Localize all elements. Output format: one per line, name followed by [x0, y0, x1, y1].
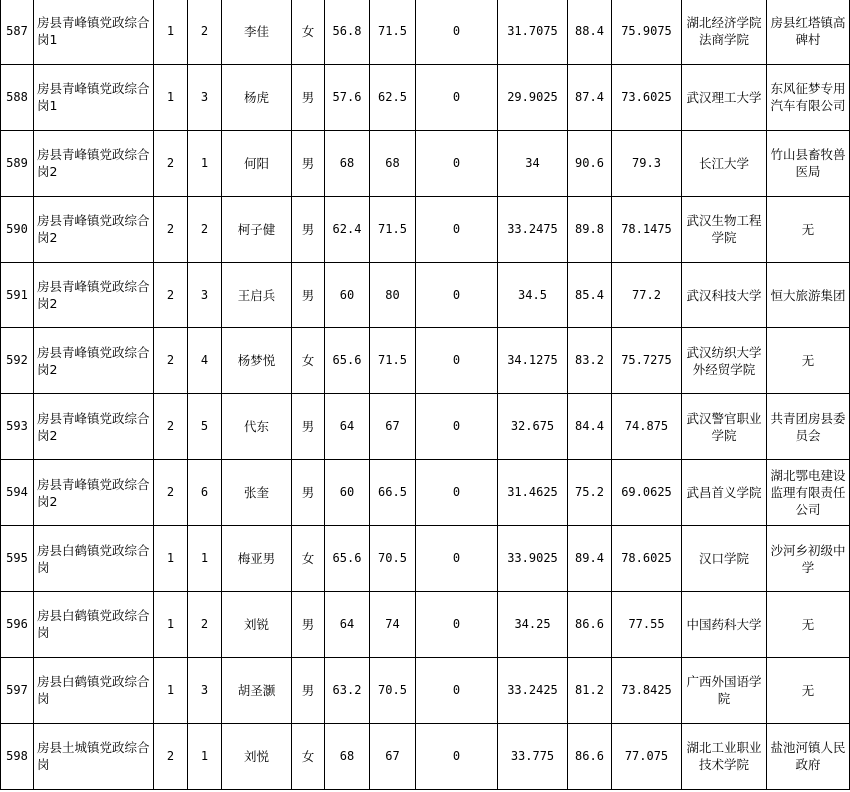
cell-total: 73.6025	[612, 64, 682, 130]
cell-score1: 64	[325, 592, 370, 658]
table-row	[1, 0, 850, 64]
cell-written: 34.5	[498, 262, 568, 328]
cell-score1: 68	[325, 723, 370, 789]
cell-no: 595	[1, 526, 34, 592]
cell-total: 75.9075	[612, 0, 682, 64]
cell-written: 34.25	[498, 592, 568, 658]
cell-post: 房县青峰镇党政综合岗2	[34, 130, 154, 196]
cell-score1: 62.4	[325, 196, 370, 262]
cell-total: 74.875	[612, 394, 682, 460]
cell-score1: 57.6	[325, 64, 370, 130]
cell-written: 33.2425	[498, 657, 568, 723]
cell-bonus: 0	[416, 526, 498, 592]
table-row	[1, 526, 850, 592]
table-row	[1, 592, 850, 658]
cell-score1: 64	[325, 394, 370, 460]
cell-score2: 67	[370, 394, 416, 460]
cell-need: 1	[154, 592, 188, 658]
cell-school: 武汉警官职业学院	[682, 394, 767, 460]
cell-interview: 86.6	[568, 592, 612, 658]
cell-school: 武汉纺织大学外经贸学院	[682, 328, 767, 394]
cell-score2: 74	[370, 592, 416, 658]
cell-score2: 70.5	[370, 526, 416, 592]
table-row	[1, 460, 850, 526]
cell-rank: 5	[188, 394, 222, 460]
cell-no: 598	[1, 723, 34, 789]
cell-interview: 89.4	[568, 526, 612, 592]
cell-work: 竹山县畜牧兽医局	[767, 130, 850, 196]
cell-total: 73.8425	[612, 657, 682, 723]
table-row	[1, 394, 850, 460]
cell-rank: 2	[188, 0, 222, 64]
cell-school: 中国药科大学	[682, 592, 767, 658]
cell-total: 75.7275	[612, 328, 682, 394]
cell-score2: 71.5	[370, 0, 416, 64]
cell-name: 代东	[222, 394, 292, 460]
cell-sex: 男	[292, 64, 325, 130]
cell-no: 597	[1, 657, 34, 723]
cell-rank: 6	[188, 460, 222, 526]
cell-bonus: 0	[416, 130, 498, 196]
cell-need: 2	[154, 130, 188, 196]
cell-no: 593	[1, 394, 34, 460]
cell-no: 588	[1, 64, 34, 130]
cell-interview: 86.6	[568, 723, 612, 789]
cell-written: 34	[498, 130, 568, 196]
cell-sex: 女	[292, 328, 325, 394]
cell-no: 587	[1, 0, 34, 64]
cell-rank: 1	[188, 130, 222, 196]
cell-no: 590	[1, 196, 34, 262]
cell-score1: 60	[325, 460, 370, 526]
cell-written: 34.1275	[498, 328, 568, 394]
cell-sex: 男	[292, 394, 325, 460]
cell-rank: 1	[188, 723, 222, 789]
cell-post: 房县青峰镇党政综合岗2	[34, 460, 154, 526]
cell-school: 湖北工业职业技术学院	[682, 723, 767, 789]
cell-bonus: 0	[416, 0, 498, 64]
cell-interview: 83.2	[568, 328, 612, 394]
cell-name: 柯子健	[222, 196, 292, 262]
cell-no: 591	[1, 262, 34, 328]
cell-bonus: 0	[416, 262, 498, 328]
cell-work: 恒大旅游集团	[767, 262, 850, 328]
cell-interview: 84.4	[568, 394, 612, 460]
cell-need: 1	[154, 0, 188, 64]
cell-rank: 4	[188, 328, 222, 394]
cell-interview: 85.4	[568, 262, 612, 328]
cell-post: 房县白鹤镇党政综合岗	[34, 657, 154, 723]
cell-sex: 男	[292, 130, 325, 196]
cell-post: 房县土城镇党政综合岗	[34, 723, 154, 789]
cell-name: 杨虎	[222, 64, 292, 130]
cell-post: 房县白鹤镇党政综合岗	[34, 526, 154, 592]
cell-no: 592	[1, 328, 34, 394]
cell-work: 无	[767, 196, 850, 262]
cell-score1: 63.2	[325, 657, 370, 723]
cell-score1: 65.6	[325, 328, 370, 394]
cell-school: 武汉生物工程学院	[682, 196, 767, 262]
cell-total: 77.55	[612, 592, 682, 658]
cell-written: 33.775	[498, 723, 568, 789]
cell-interview: 88.4	[568, 0, 612, 64]
cell-interview: 75.2	[568, 460, 612, 526]
cell-need: 2	[154, 394, 188, 460]
cell-interview: 89.8	[568, 196, 612, 262]
cell-name: 胡圣灏	[222, 657, 292, 723]
cell-bonus: 0	[416, 460, 498, 526]
cell-school: 汉口学院	[682, 526, 767, 592]
cell-total: 77.075	[612, 723, 682, 789]
cell-need: 2	[154, 262, 188, 328]
cell-score2: 62.5	[370, 64, 416, 130]
table-row	[1, 64, 850, 130]
cell-rank: 3	[188, 262, 222, 328]
cell-post: 房县青峰镇党政综合岗2	[34, 262, 154, 328]
cell-bonus: 0	[416, 64, 498, 130]
cell-score2: 67	[370, 723, 416, 789]
cell-bonus: 0	[416, 657, 498, 723]
cell-bonus: 0	[416, 196, 498, 262]
table-row	[1, 196, 850, 262]
table-body	[1, 0, 850, 789]
table-row	[1, 723, 850, 789]
cell-score1: 65.6	[325, 526, 370, 592]
cell-name: 刘锐	[222, 592, 292, 658]
cell-name: 刘悦	[222, 723, 292, 789]
cell-written: 33.2475	[498, 196, 568, 262]
cell-school: 广西外国语学院	[682, 657, 767, 723]
cell-bonus: 0	[416, 328, 498, 394]
cell-name: 杨梦悦	[222, 328, 292, 394]
cell-school: 长江大学	[682, 130, 767, 196]
cell-total: 79.3	[612, 130, 682, 196]
cell-need: 1	[154, 526, 188, 592]
cell-sex: 女	[292, 0, 325, 64]
cell-sex: 男	[292, 592, 325, 658]
cell-written: 31.7075	[498, 0, 568, 64]
cell-score2: 70.5	[370, 657, 416, 723]
cell-rank: 2	[188, 196, 222, 262]
cell-score2: 71.5	[370, 196, 416, 262]
cell-school: 武昌首义学院	[682, 460, 767, 526]
cell-need: 2	[154, 460, 188, 526]
cell-work: 无	[767, 657, 850, 723]
cell-name: 梅亚男	[222, 526, 292, 592]
cell-sex: 男	[292, 460, 325, 526]
cell-total: 78.6025	[612, 526, 682, 592]
cell-work: 无	[767, 328, 850, 394]
cell-post: 房县白鹤镇党政综合岗	[34, 592, 154, 658]
table-row	[1, 130, 850, 196]
cell-score2: 71.5	[370, 328, 416, 394]
cell-need: 2	[154, 328, 188, 394]
cell-written: 31.4625	[498, 460, 568, 526]
cell-no: 596	[1, 592, 34, 658]
cell-written: 29.9025	[498, 64, 568, 130]
cell-score1: 56.8	[325, 0, 370, 64]
cell-rank: 1	[188, 526, 222, 592]
cell-score2: 66.5	[370, 460, 416, 526]
cell-total: 69.0625	[612, 460, 682, 526]
cell-rank: 3	[188, 64, 222, 130]
cell-name: 张奎	[222, 460, 292, 526]
cell-need: 2	[154, 723, 188, 789]
cell-score2: 68	[370, 130, 416, 196]
cell-school: 武汉科技大学	[682, 262, 767, 328]
cell-work: 沙河乡初级中学	[767, 526, 850, 592]
cell-sex: 男	[292, 262, 325, 328]
cell-name: 李佳	[222, 0, 292, 64]
cell-post: 房县青峰镇党政综合岗2	[34, 196, 154, 262]
cell-no: 594	[1, 460, 34, 526]
cell-score2: 80	[370, 262, 416, 328]
cell-score1: 60	[325, 262, 370, 328]
cell-bonus: 0	[416, 394, 498, 460]
cell-need: 2	[154, 196, 188, 262]
cell-sex: 男	[292, 657, 325, 723]
cell-work: 东风征梦专用汽车有限公司	[767, 64, 850, 130]
cell-work: 湖北鄂电建设监理有限责任公司	[767, 460, 850, 526]
cell-name: 何阳	[222, 130, 292, 196]
cell-interview: 90.6	[568, 130, 612, 196]
cell-total: 78.1475	[612, 196, 682, 262]
cell-need: 1	[154, 64, 188, 130]
cell-sex: 男	[292, 196, 325, 262]
cell-rank: 3	[188, 657, 222, 723]
cell-no: 589	[1, 130, 34, 196]
cell-sex: 女	[292, 723, 325, 789]
cell-school: 湖北经济学院法商学院	[682, 0, 767, 64]
cell-rank: 2	[188, 592, 222, 658]
table-row	[1, 328, 850, 394]
table-row	[1, 262, 850, 328]
table-row	[1, 657, 850, 723]
cell-work: 房县红塔镇高碑村	[767, 0, 850, 64]
cell-interview: 81.2	[568, 657, 612, 723]
cell-interview: 87.4	[568, 64, 612, 130]
cell-score1: 68	[325, 130, 370, 196]
cell-written: 32.675	[498, 394, 568, 460]
cell-post: 房县青峰镇党政综合岗1	[34, 0, 154, 64]
cell-school: 武汉理工大学	[682, 64, 767, 130]
cell-post: 房县青峰镇党政综合岗2	[34, 394, 154, 460]
cell-sex: 女	[292, 526, 325, 592]
cell-total: 77.2	[612, 262, 682, 328]
cell-bonus: 0	[416, 592, 498, 658]
cell-bonus: 0	[416, 723, 498, 789]
cell-post: 房县青峰镇党政综合岗2	[34, 328, 154, 394]
cell-work: 盐池河镇人民政府	[767, 723, 850, 789]
cell-written: 33.9025	[498, 526, 568, 592]
cell-need: 1	[154, 657, 188, 723]
cell-work: 共青团房县委员会	[767, 394, 850, 460]
cell-work: 无	[767, 592, 850, 658]
cell-name: 王启兵	[222, 262, 292, 328]
cell-post: 房县青峰镇党政综合岗1	[34, 64, 154, 130]
